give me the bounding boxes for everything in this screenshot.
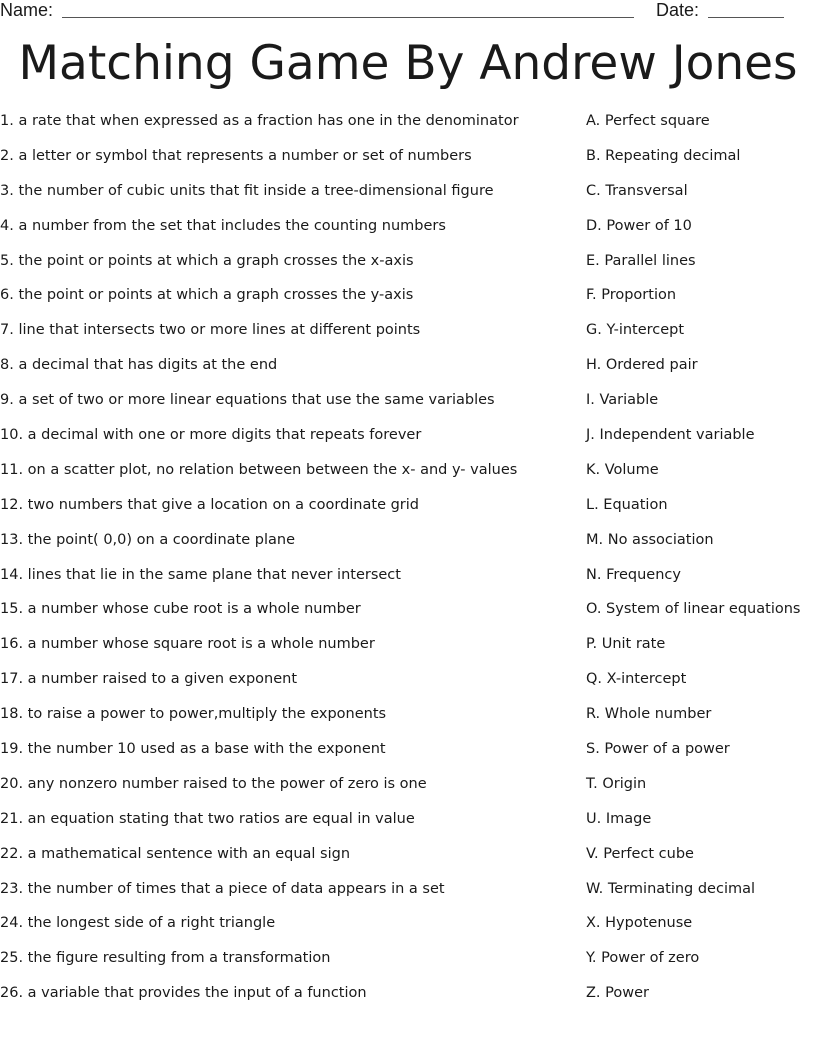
clue-text: 19. the number 10 used as a base with the exponent	[0, 741, 386, 758]
matching-row	[0, 278, 816, 313]
clue-text: 8. a decimal that has digits at the end	[0, 357, 278, 374]
matching-row	[0, 209, 816, 244]
clue-text: 4. a number from the set that includes the counting numbers	[0, 217, 446, 234]
matching-row	[0, 383, 816, 418]
matching-row	[0, 558, 816, 593]
matching-row	[0, 767, 816, 802]
clue-text: 2. a letter or symbol that represents a number or set of numbers	[0, 147, 472, 164]
clue-text: 24. the longest side of a right triangle	[0, 915, 276, 932]
clue-text: 17. a number raised to a given exponent	[0, 671, 298, 688]
matching-row	[0, 523, 816, 558]
clue-text: 25. the figure resulting from a transformation	[0, 950, 331, 967]
answer-option: A. Perfect square	[586, 113, 710, 129]
matching-row	[0, 313, 816, 348]
matching-row	[0, 418, 816, 453]
matching-row	[0, 453, 816, 488]
answer-option: Z. Power	[586, 985, 649, 1002]
answer-option: P. Unit rate	[586, 636, 666, 653]
answer-option: L. Equation	[586, 496, 668, 513]
answer-option: R. Whole number	[586, 706, 712, 723]
clue-text: 9. a set of two or more linear equations that use the same variables	[0, 392, 495, 409]
answer-option: E. Parallel lines	[586, 252, 696, 269]
matching-row	[0, 139, 816, 174]
name-label: Name:	[0, 0, 54, 20]
matching-row	[0, 837, 816, 872]
clue-text: 26. a variable that provides the input of a function	[0, 985, 367, 1002]
matching-row	[0, 627, 816, 662]
clue-text: 3. the number of cubic units that fit inside a tree-dimensional figure	[0, 182, 494, 199]
matching-row	[0, 662, 816, 697]
answer-option: G. Y-intercept	[586, 322, 685, 339]
answer-option: J. Independent variable	[586, 427, 755, 444]
clue-text: 18. to raise a power to power,multiply the exponents	[0, 706, 387, 723]
matching-row	[0, 174, 816, 209]
matching-row	[0, 872, 816, 907]
matching-row	[0, 697, 816, 732]
answer-option: O. System of linear equations	[586, 601, 801, 618]
header	[0, 0, 816, 24]
answer-option: X. Hypotenuse	[586, 915, 693, 932]
clue-text: 15. a number whose cube root is a whole number	[0, 601, 361, 618]
answer-option: K. Volume	[586, 461, 659, 478]
clue-text: 22. a mathematical sentence with an equal sign	[0, 845, 351, 862]
answer-option: U. Image	[586, 810, 652, 827]
matching-row	[0, 732, 816, 767]
answer-option: F. Proportion	[586, 287, 677, 304]
matching-row	[0, 802, 816, 837]
matching-row	[0, 104, 816, 139]
date-label: Date:	[656, 0, 700, 20]
clue-text: 14. lines that lie in the same plane that never intersect	[0, 566, 401, 583]
answer-option: D. Power of 10	[586, 217, 692, 234]
clue-text: 6. the point or points at which a graph crosses the y-axis	[0, 287, 414, 304]
answer-option: C. Transversal	[586, 182, 688, 199]
clue-text: 23. the number of times that a piece of data appears in a set	[0, 880, 445, 897]
answer-option: Q. X-intercept	[586, 671, 687, 688]
answer-option: N. Frequency	[586, 566, 681, 583]
answer-option: M. No association	[586, 531, 714, 548]
answer-option: Y. Power of zero	[586, 950, 700, 967]
answer-option: B. Repeating decimal	[586, 147, 741, 164]
clue-text: 12. two numbers that give a location on a coordinate grid	[0, 496, 419, 513]
answer-option: I. Variable	[586, 392, 659, 409]
answer-option: T. Origin	[586, 775, 647, 792]
clue-text: 13. the point( 0,0) on a coordinate plane	[0, 531, 295, 548]
clue-text: 11. on a scatter plot, no relation between between the x- and y- values	[0, 461, 518, 478]
name-field-line[interactable]	[62, 17, 634, 18]
answer-option: H. Ordered pair	[586, 357, 698, 374]
matching-row	[0, 592, 816, 627]
date-field-line[interactable]	[708, 17, 784, 18]
clue-text: 7. line that intersects two or more lines at different points	[0, 322, 421, 339]
matching-row	[0, 906, 816, 941]
clue-text: 20. any nonzero number raised to the power of zero is one	[0, 775, 427, 792]
matching-list	[0, 104, 816, 1011]
clue-text: 16. a number whose square root is a whole number	[0, 636, 375, 653]
clue-text: 21. an equation stating that two ratios are equal in value	[0, 810, 415, 827]
clue-text: 1. a rate that when expressed as a fraction has one in the denominator	[0, 113, 519, 129]
matching-row	[0, 488, 816, 523]
matching-row	[0, 348, 816, 383]
matching-row	[0, 976, 816, 1011]
answer-option: S. Power of a power	[586, 741, 730, 758]
answer-option: W. Terminating decimal	[586, 880, 756, 897]
matching-row	[0, 941, 816, 976]
matching-row	[0, 244, 816, 279]
page-title: Matching Game By Andrew Jones	[18, 36, 798, 91]
clue-text: 5. the point or points at which a graph crosses the x-axis	[0, 252, 414, 269]
answer-option: V. Perfect cube	[586, 845, 694, 862]
clue-text: 10. a decimal with one or more digits that repeats forever	[0, 427, 422, 444]
